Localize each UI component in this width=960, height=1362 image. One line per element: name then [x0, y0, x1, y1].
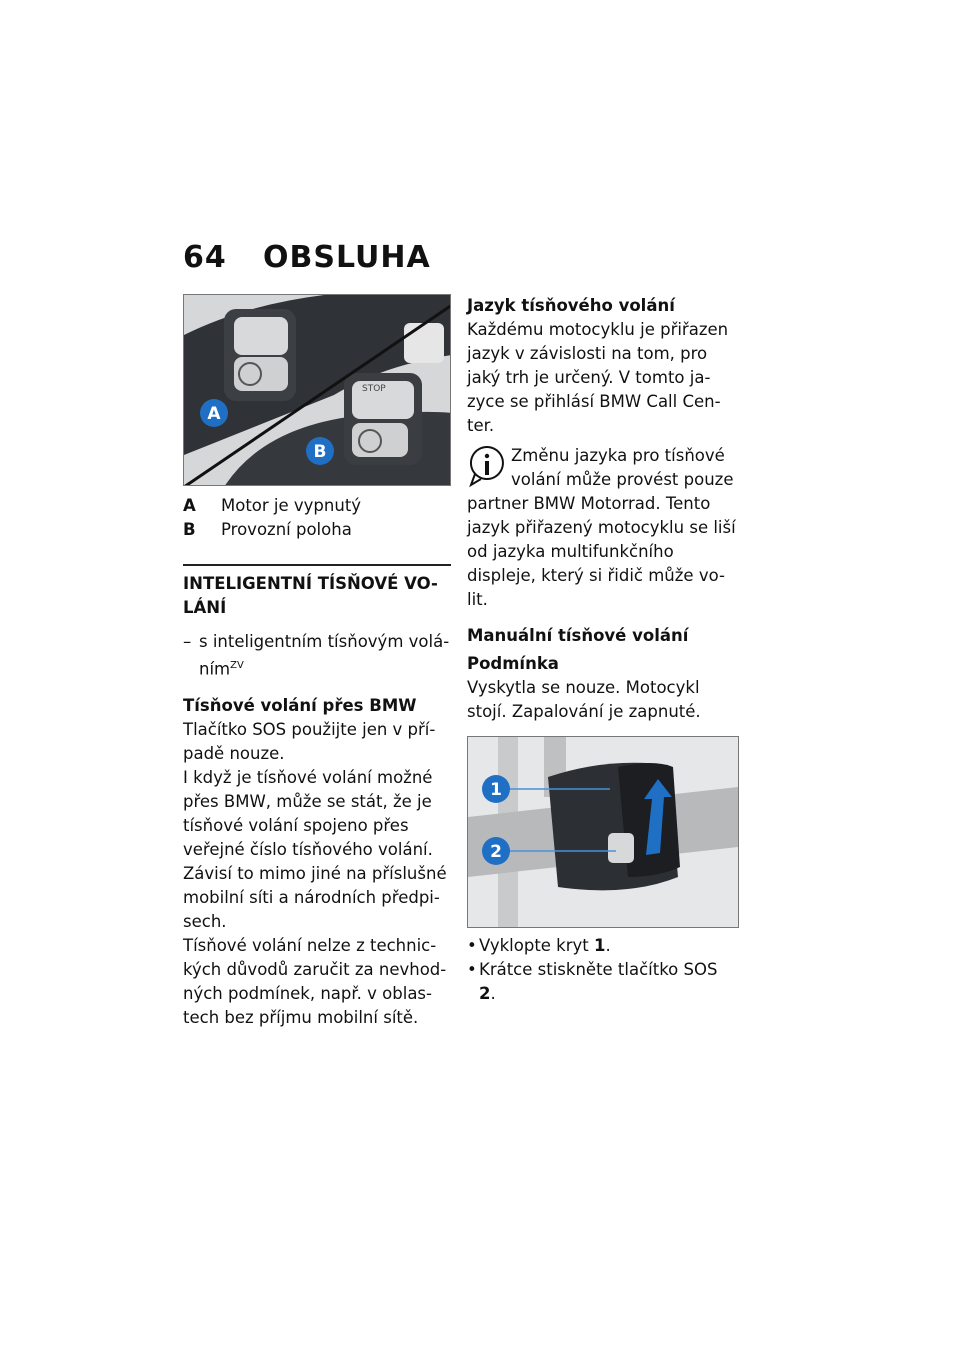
info-note — [467, 444, 739, 612]
callout-2-label: 2 — [490, 842, 502, 862]
step-list — [467, 934, 739, 1006]
step-item: • Krátce stiskněte tlačítko SOS 2. — [467, 958, 739, 1006]
sos-button-figure — [467, 736, 739, 928]
figure-legend — [183, 494, 451, 542]
sos-illustration — [468, 737, 738, 927]
legend-text: Motor je vypnutý — [221, 496, 362, 515]
left-column — [183, 294, 451, 1030]
bullet-dot: • — [467, 936, 477, 955]
emergency-paragraph-2: I když je tísňové volání možné přes BMW, může se stát, že je tísňové volání spojeno přes veřejné číslo tísňového volání. Závisí to mimo jiné na příslušné mobilní síti a národních předpi-sech. — [183, 767, 447, 931]
bullet-dot: • — [467, 960, 477, 979]
legend-row-b — [183, 518, 451, 542]
callout-a-label: A — [207, 404, 221, 424]
language-text: Každému motocyklu je přiřazen jazyk v závislosti na tom, pro jaký trh je určený. V tomto ja-zyce se přihlásí BMW Call Cen-ter. — [467, 320, 729, 435]
condition-heading: Podmínka — [467, 654, 559, 673]
info-text-first: Změnu jazyka pro tísňové volání může provést pouze — [511, 446, 734, 489]
section-title: INTELIGENTNÍ TÍSŇOVÉ VO-LÁNÍ — [183, 574, 438, 617]
emergency-paragraph-1: Tlačítko SOS použijte jen v pří-padě nouze. — [183, 719, 436, 763]
emergency-paragraph-3: Tísňové volání nelze z technic-kých důvodů zaručit za nevhod-ných podmínek, např. v oblas-tech bez příjmu mobilní sítě. — [183, 935, 447, 1027]
stop-text: STOP — [362, 384, 386, 394]
info-text-rest: partner BMW Motorrad. Tento jazyk přiřazený motocyklu se liší od jazyka multifunkčního displeje, který si řidič může vo-lit. — [467, 494, 736, 609]
info-icon — [467, 444, 507, 488]
page-title: OBSLUHA — [263, 240, 431, 275]
condition-text: Vyskytla se nouze. Motocykl stojí. Zapalování je zapnuté. — [467, 678, 701, 721]
handlebar-switch-figure — [183, 294, 451, 486]
step-item: • Vyklopte kryt 1. — [467, 934, 739, 958]
dash-mark: – — [183, 632, 192, 651]
page-number: 64 — [183, 240, 227, 275]
callout-b-label: B — [313, 442, 327, 462]
section-divider — [183, 564, 451, 566]
equipment-sup: ZV — [230, 660, 244, 671]
step-ref: 2 — [479, 984, 491, 1003]
right-column — [467, 294, 739, 1006]
callout-1-label: 1 — [490, 780, 502, 800]
manual-heading: Manuální tísňové volání — [467, 626, 689, 645]
language-heading: Jazyk tísňového volání — [467, 296, 675, 315]
step-text: Vyklopte kryt — [479, 936, 589, 955]
emergency-heading: Tísňové volání přes BMW — [183, 695, 417, 715]
equipment-text: s inteligentním tísňovým volá-ním — [199, 632, 450, 679]
page-header — [183, 240, 431, 275]
equipment-note — [183, 630, 451, 682]
legend-key: A — [183, 496, 196, 515]
legend-text: Provozní poloha — [221, 520, 352, 539]
step-ref: 1 — [594, 936, 606, 955]
legend-row-a — [183, 494, 451, 518]
legend-key: B — [183, 520, 196, 539]
step-text: Krátce stiskněte tlačítko SOS — [479, 960, 718, 979]
switch-illustration — [184, 295, 451, 486]
